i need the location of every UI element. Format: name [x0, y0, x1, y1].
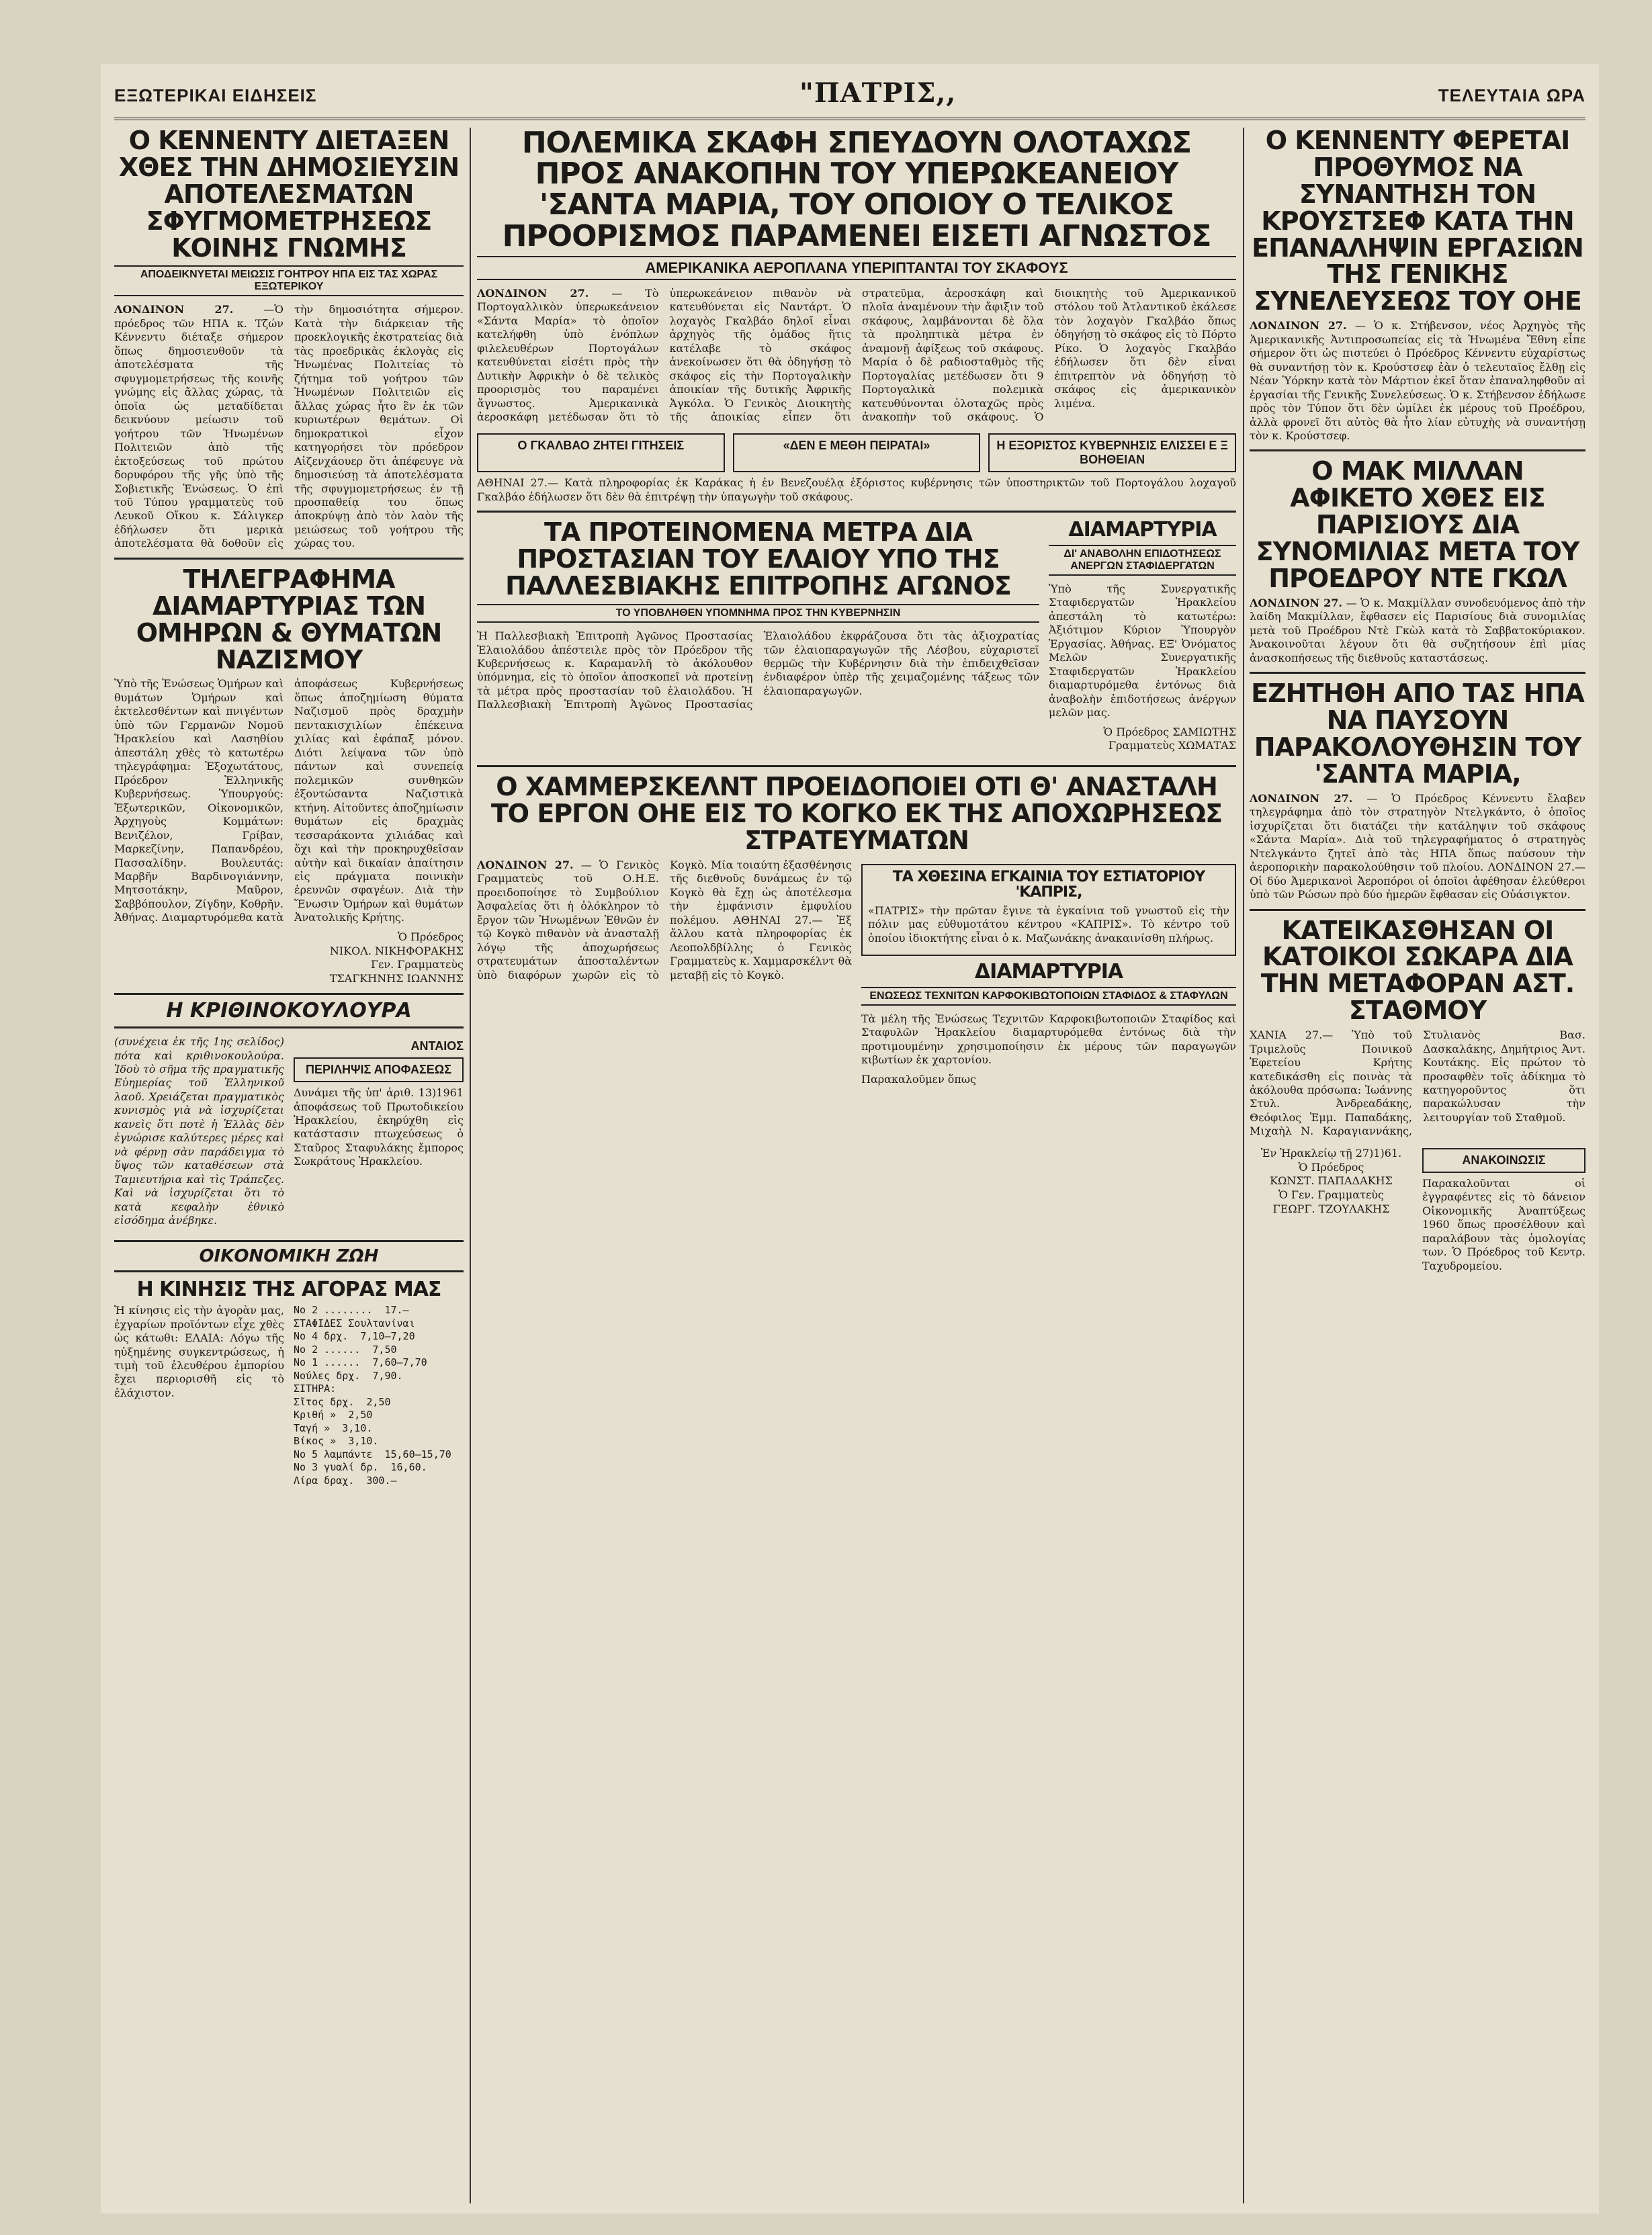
article-perilipsis [294, 1035, 464, 1233]
column-rule [470, 128, 471, 2203]
dateline: ΛΟΝΔΙΝΟΝ 27. [477, 286, 589, 300]
boxed-subhead: «ΔΕΝ Ε ΜΕΘΗ ΠΕΙΡΑΤΑΙ» [733, 433, 981, 472]
price-line: Κριθή » 2,50 [294, 1409, 373, 1421]
article-body [477, 859, 852, 1086]
article-text: Δυνάμει τῆς ὑπ' ἀριθ. 13)1961 ἀποφάσεως τοῦ Πρωτοδικείου Ἡρακλείου, ἐκηρύχθη εἰς κατάστασιν πτωχεύσεως ὁ Σταῦρος Σταφυλάκης ἔμπορος Σωκράτους Ἡρακλείου. [294, 1086, 464, 1168]
article-text: Παρακαλοῦμεν ὅπως [861, 1072, 976, 1086]
price-line: Λίρα δραχ. 300.— [294, 1474, 397, 1487]
headline: ΑΝΑΚΟΙΝΩΣΙΣ [1422, 1148, 1585, 1173]
headline: Η ΚΙΝΗΣΙΣ ΤΗΣ ΑΓΟΡΑΣ ΜΑΣ [136, 1277, 441, 1301]
dateline: ΛΟΝΔΙΝΟΝ 27. [1250, 319, 1347, 333]
article-text: — Ὁ κ. Μακμίλλαν συνοδευόμενος ἀπὸ τὴν λαίδη Μακμίλλαν, ἔφθασεν εἰς Παρισίους διὰ συνομιλίας μετὰ τοῦ Προέδρου Ντὲ Γκὼλ κατὰ τὸ Σαββατοκύριακον. Ἀνακοινοῦται λέγουν ὅτι θὰ συζητήσουν ἐπὶ μίας ἀνασκοπήσεως τῆς διεθνοῦς καταστάσεως. [1250, 596, 1585, 664]
price-line: Ταγή » 3,10. [294, 1421, 373, 1434]
article-text: Τὰ μέλη τῆς Ἑνώσεως Τεχνιτῶν Καρφοκιβωτοποιῶν Σταφίδος καὶ Σταφυλῶν Ἡρακλείου διαμαρτυρόμεθα ἐντόνως διὰ τὴν προτιμουμένην χρησιμοποίησιν ἐκ μέρους τῶν παραγωγῶν κιβωτίων ἐκ χαρτονίου. [861, 1012, 1236, 1067]
masthead [114, 77, 1585, 120]
article-text: ΧΑΝΙΑ 27.— Ὑπὸ τοῦ Τριμελοῦς Ποινικοῦ Ἐφετείου Κρήτης κατεδικάσθη εἰς ποινὰς τὰ ἀκόλουθα πρόσωπα: Ἰωάννης Στυλ. Ἀνδρεαδάκης, Θεόφιλος Ἐμμ. Παπαδάκης, Μιχαὴλ Ν. Καραγιαννάκης, Στυλιανὸς Βασ. Δασκαλάκης, Δημήτριος Ἀντ. Κουτάκης. Εἰς πρώτον τὸ προσαφθὲν τοῖς ἀδίκημα τὸ κατηγοροῦντος ὅτι παρακώλυσαν τὴν λειτουργίαν τοῦ Σταθμοῦ. [1250, 1028, 1585, 1138]
article-text: ΑΘΗΝΑΙ 27.— Κατὰ πληροφορίας ἐκ Καράκας ἡ ἐν Βενεζουέλᾳ ἐξόριστος κυβέρνησις τῶν ὑποστηρικτῶν τοῦ Πορτογάλου λοχαγοῦ Γκαλβάο ἐδήλωσεν ὅτι δὲν θὰ ἐπιτρέψῃ τὴν ὑπαγωγὴν τοῦ σκάφους. [477, 476, 1236, 503]
article-text: — Τὸ Πορτογαλλικὸν ὑπερωκεάνειον «Σάντα Μαρία» τὸ ὁποῖον κατελήφθη ὑπὸ ἐνόπλων φιλελευθέρων Πορτογάλων κατευθύνεται εἰσέτι πρὸς τὴν Δυτικὴν Ἀφρικὴν ὁ δὲ τελικὸς προορισμὸς του παραμένει ἄγνωστος. Ἀμερικανικὰ ἀεροσκάφη μετέδωσαν ὅτι τὸ ὑπερωκεάνειον πιθανὸν νὰ κατευθύνεται εἰς Ναντάρτ. Ὁ λοχαγὸς Γκαλβάο δηλοῖ εἶναι ἀρχηγὸς τῆς ὁμάδος ἥτις κατέλαβε τὸ σκάφος ἀνεκοίνωσεν ὅτι θὰ ὁδηγήσῃ τὸ σκάφος εἰς τὴν Πορτογαλικὴν ἀποικίαν τῆς δυτικῆς Ἀφρικῆς Ἀγκόλα. Ὁ Γενικὸς Διοικητὴς τῆς ἀποικίας εἶπεν ὅτι στρατεῦμα, ἀεροσκάφη καὶ πλοῖα ἀναμένουν τὴν ἄφιξιν τοῦ σκάφους, λαμβάνονται δὲ ὅλα τὰ προληπτικὰ μέτρα ἐν ἀναμονῇ ἀφίξεως τοῦ σκάφους. Μαρία ὁ δὲ ραδιοσταθμὸς τῆς Πορτογαλίας μετέδωσεν ὅτι 9 Πορτογαλικὰ πολεμικὰ κατευθύνονται ὁλοταχῶς πρὸς ἀνακοπὴν τοῦ σκάφους. Ὁ διοικητὴς τοῦ Ἀμερικανικοῦ στόλου τοῦ Ἀτλαντικοῦ ἐκάλεσε τὸν λοχαγὸν Γκαλβάο ὅπως ὁδηγήσῃ τὸ σκάφος εἰς τὸ Πόρτο Ρίκο. Ὁ λοχαγὸς Γκαλβάο ἐδήλωσεν ὅτι δὲν εἶναι ἐπιτρεπτὸν νὰ ὁδηγήσῃ τὸ σκάφος εἰς ἀμερικανικὸν λιμένα. [477, 286, 1236, 423]
market-section [114, 1304, 464, 1487]
article-text: — Ὁ Πρόεδρος Κέννεντυ ἔλαβεν τηλεγράφημα ἀπὸ τὸν στρατηγὸν Ντελγκάντο, ὁ ὁποῖος ἰσχυρίζεται ὅτι διατάζει τὴν κατάληψιν τοῦ σκάφους «Σάντα Μαρία». Διὰ τοῦ τηλεγραφήματος ὁ στρατηγὸς Ντελγκάντο ζητεῖ ἀπὸ τὰς ΗΠΑ ὅπως παύσουν τὴν ἀεροπορικὴν παρακολούθησιν τοῦ πλοίου. ΛΟΝΔΙΝΟΝ 27.— Οἱ δύο Ἀμερικανοὶ Ἀεροπόροι οἱ ὁποῖοι ἀφέθησαν ἐλεύθεροι ὑπὸ τῶν Ρώσων πρὸ δύο ἡμερῶν ἔφθασαν εἰς Οὐάσιγκτον. [1250, 791, 1585, 902]
newspaper-title: "ΠΑΤΡΙΣ,, [799, 77, 957, 109]
bottom-row [1250, 1144, 1585, 1278]
left-column [114, 128, 464, 1487]
signature: Ὁ Πρόεδρος ΝΙΚΟΛ. ΝΙΚΗΦΟΡΑΚΗΣ Γεν. Γραμματεὺς ΤΣΑΓΚΗΝΗΣ ΙΩΑΝΝΗΣ [329, 930, 464, 985]
headline: ΤΑ ΠΡΟΤΕΙΝΟΜΕΝΑ ΜΕΤΡΑ ΔΙΑ ΠΡΟΣΤΑΣΙΑΝ ΤΟΥ ΕΛΑΙΟΥ ΥΠΟ ΤΗΣ ΠΑΛΛΕΣΒΙΑΚΗΣ ΕΠΙΤΡΟΠΗΣ ΑΓΩΝΟΣ [505, 517, 1011, 601]
article-body [1250, 792, 1585, 902]
divider [1250, 909, 1585, 911]
headline: Ο ΚΕΝΝΕΝΤΥ ΦΕΡΕΤΑΙ ΠΡΟΘΥΜΟΣ ΝΑ ΣΥΝΑΝΤΗΣΗ ΤΟΝ ΚΡΟΥΣΤΣΕΦ ΚΑΤΑ ΤΗΝ ΕΠΑΝΑΛΗΨΙΝ ΕΡΓΑΣΙΩΝ ΤΗΣ ΓΕΝΙΚΗΣ ΣΥΝΕΛΕΥΣΕΩΣ ΤΟΥ ΟΗΕ [1252, 128, 1583, 316]
price-line: No 3 γυαλί δρ. 16,60. [294, 1461, 427, 1474]
article-khrushchev [1250, 128, 1585, 443]
author: ΑΝΤΑΙΟΣ [410, 1039, 464, 1053]
divider [477, 765, 1236, 767]
signature: Ὁ Πρόεδρος ΣΑΜΙΩΤΗΣ Γραμματεὺς ΧΩΜΑΤΑΣ [1103, 725, 1236, 752]
article-notices [1422, 1144, 1585, 1278]
subheadline: ΕΝΩΣΕΩΣ ΤΕΧΝΙΤΩΝ ΚΑΡΦΟΚΙΒΩΤΟΠΟΙΩΝ ΣΤΑΦΙΔΟΣ & ΣΤΑΦΥΛΩΝ [861, 987, 1236, 1006]
article-kennedy-poll [114, 128, 464, 551]
divider [477, 511, 1236, 513]
divider [1250, 449, 1585, 451]
boxed-subhead: Η ΕΞΟΡΙΣΤΟΣ ΚΥΒΕΡΝΗΣΙΣ ΕΛΙΣΣΕΙ Ε Ξ ΒΟΗΘΕΙΑΝ [988, 433, 1236, 472]
article-text: Παρακαλοῦνται οἱ ἐγγραφέντες εἰς τὸ δάνειον Οἰκονομικῆς Ἀναπτύξεως 1960 ὅπως προσέλθουν καὶ παραλάβουν τὰς ὁμολογίας των. Ὁ Πρόεδρος τοῦ Κεντρ. Ταχυδρομείου. [1422, 1176, 1585, 1272]
article-text: Ὑπὸ τῆς Συνεργατικῆς Σταφιδεργατῶν Ἡρακλείου ἀπεστάλη τὸ κατωτέρω: Ἀξιότιμον Κύριον Ὑπουργὸν Ἐργασίας. Ἀθήνας. ΕΞ' Ὀνόματος Μελῶν Συνεργατικῆς Σταφιδεργατῶν Ἡρακλείου διαμαρτυρόμεθα ἐντόνως διὰ ἀναβολὴν ἐπιδοτήσεως ἀνέργων μελῶν μας. [1049, 582, 1236, 719]
market-prices [294, 1304, 464, 1487]
article-text: (συνέχεια ἐκ τῆς 1ης σελίδος) πότα καὶ κριθινοκουλούρα. Ἰδοὺ τὸ σῆμα τῆς πραγματικῆς Εὐημερίας τοῦ Ἑλληνικοῦ λαοῦ. Χρειάζεται πραγματικὸς κυνισμὸς γιὰ νὰ ἰσχυρίζεται κανεὶς ὅτι ποτὲ ἡ Ἑλλὰς δὲν ἐγνώρισε καλύτερες μέρες καὶ νὰ φέρνῃ σὰν παράδειγμα τὸ ὕψος τῶν καταθέσεων στὰ Ταμιευτήρια καὶ τὶς Τράπεζες. Καὶ νὰ ἰσχυρίζεται ὅτι τὸ κατὰ κεφαλὴν ἐθνικὸ εἰσόδημα ἀνέβηκε. [114, 1035, 284, 1227]
article-body [477, 287, 1236, 425]
article-craftsmen [861, 961, 1236, 1086]
article-kapris [861, 864, 1236, 957]
price-line: No 1 ...... 7,60—7,70 [294, 1356, 427, 1369]
divider [114, 558, 464, 560]
subheadline: ΑΠΟΔΕΙΚΝΥΕΤΑΙ ΜΕΙΩΣΙΣ ΓΟΗΤΡΟΥ ΗΠΑ ΕΙΣ ΤΑΣ ΧΩΡΑΣ ΕΞΩΤΕΡΙΚΟΥ [114, 265, 464, 296]
headline: ΔΙΑΜΑΡΤΥΡΙΑ [974, 960, 1123, 984]
right-column [1250, 128, 1585, 1278]
article-text: Ὑπὸ τῆς Ἑνώσεως Ὁμήρων καὶ θυμάτων Ὁμήρων καὶ ἐκτελεσθέντων καὶ πνιγέντων ὑπὸ τῶν Γερμανῶν Νομοῦ Ἡρακλείου καὶ Λασηθίου ἀπεστάλη χθὲς τὸ κατωτέρω τηλεγράφημα: Ἐξοχωτάτους, Πρόεδρον Ἑλληνικῆς Κυβερνήσεως. Ὑπουργούς: Ἐξωτερικῶν, Οἰκονομικῶν, Ἀρχηγοὺς Κομμάτων: Βενιζέλον, Γρίβαν, Μαρκεζίνην, Παπανδρέου, Πασσαλίδην. Βουλευτάς: Μαρβῆν Βαρδινογιάννην, Μητσοτάκην, Μαῦρον, Σαββόπουλον, Ζίγδην, Κοθρῆν. Ἀθήνας. Διαμαρτυρόμεθα κατὰ ἀποφάσεως Κυβερνήσεως ὅπως ἀποζημίωση θύματα Ναζισμοῦ πρὸς δραχμὴν πεντακισχιλίων ἐπέκεινα χιλίας καὶ ἐφάπαξ μόνον. Διότι λείψανα τῶν ὑπὸ πάντων καὶ συνεπείᾳ πολεμικῶν συνθηκῶν ἐξοντώσαντα Ναζιστικὰ κτήνη. Αἰτοῦντες ἀποζημίωσιν θυμάτων εἰς δραχμὰς τεσσαράκοντα χιλιάδας καὶ ὅχι καὶ τὴν προκηρυχθεῖσαν αὐτὴν καὶ δικαίαν ἀπαίτησιν εἰς πράγματα ποινικὴν ἐρευνῶν σφαγέων. Διὰ τὴν Ἕνωσιν Ὁμήρων καὶ θυμάτων Ἀνατολικῆς Κρήτης. [114, 677, 464, 924]
headline: Ο ΜΑΚ ΜΙΛΛΑΝ ΑΦΙΚΕΤΟ ΧΘΕΣ ΕΙΣ ΠΑΡΙΣΙΟΥΣ ΔΙΑ ΣΥΝΟΜΙΛΙΑΣ ΜΕΤΑ ΤΟΥ ΠΡΟΕΔΡΟΥ ΝΤΕ ΓΚΩΛ [1256, 456, 1579, 594]
newspaper-page [101, 64, 1599, 2214]
divider [1250, 672, 1585, 674]
two-article-row [114, 1035, 464, 1233]
article-text: Ἡ κίνησις εἰς τὴν ἀγορὰν μας, ἐχγαρίων προϊόντων εἶχε χθὲς ὡς κάτωθι: ΕΛΑΙΑ: Λόγω τῆς ηὐξημένης συγκεντρώσεως, ἡ τιμὴ τοῦ ἐλευθέρου ἐμπορίου ἔχει περιορισθῆ εἰς τὸ ἐλάχιστον. [114, 1304, 284, 1399]
column-rule [1243, 128, 1244, 2203]
section-banner: Η ΚΡΙΘΙΝΟΚΟΥΛΟΥΡΑ [114, 993, 464, 1028]
headline: ΠΟΛΕΜΙΚΑ ΣΚΑΦΗ ΣΠΕΥΔΟΥΝ ΟΛΟΤΑΧΩΣ ΠΡΟΣ ΑΝΑΚΟΠΗΝ ΤΟΥ ΥΠΕΡΩΚΕΑΝΕΙΟΥ 'ΣΑΝΤΑ ΜΑΡΙΑ, ΤΟΥ ΟΠΟΙΟΥ Ο ΤΕΛΙΚΟΣ ΠΡΟΟΡΙΣΜΟΣ ΠΑΡΑΜΕΝΕΙ ΕΙΣΕΤΙ ΑΓΝΩΣΤΟΣ [502, 128, 1211, 253]
headline: ΠΕΡΙΛΗΨΙΣ ΑΠΟΦΑΣΕΩΣ [294, 1057, 464, 1082]
article-sokara [1250, 915, 1585, 1139]
dateline: ΛΟΝΔΙΝΟΝ 27. [1250, 791, 1353, 805]
article-macmillan [1250, 458, 1585, 665]
article-telegram [114, 566, 464, 986]
side-articles [861, 859, 1236, 1092]
box-row [477, 429, 1236, 476]
subheadline: ΔΙ' ΑΝΑΒΟΛΗΝ ΕΠΙΔΟΤΗΣΕΩΣ ΑΝΕΡΓΩΝ ΣΤΑΦΙΔΕΡΓΑΤΩΝ [1049, 545, 1236, 576]
article-body [114, 303, 464, 550]
subheadline: ΑΜΕΡΙΚΑΝΙΚΑ ΑΕΡΟΠΛΑΝΑ ΥΠΕΡΙΠΤΑΝΤΑΙ ΤΟΥ ΣΚΑΦΟΥΣ [477, 256, 1236, 280]
article-text: — Ὁ κ. Στήβενσον, νέος Ἀρχηγὸς τῆς Ἀμερικανικῆς Ἀντιπροσωπείας εἰς τὰ Ἡνωμένα Ἔθνη εἶπε σήμερον ὅτι ὡς πιστεύει ὁ Πρόεδρος Κέννεντυ εὐχαρίστως θὰ συναντήσῃ τὸν κ. Κρούστσεφ ἐὰν ὁ τελευταῖος ἔλθῃ εἰς Νέαν Ὑόρκην κατὰ τὸν Μάρτιον ἐκεῖ ὅταν ἐπαναληφθοῦν αἱ ἐργασίαι τῆς Γενικῆς Συνελεύσεως. Ὁ κ. Στήβενσον ἐδήλωσε πρὸς τὸν Τύπον ὅτι δὲν ὡμίλει ἐκ μέρους τοῦ Προέδρου, ἀλλὰ φρονεῖ ὅτι αὐτὸς θὰ ἦτο λίαν εὐτυχὴς νὰ συναντήσῃ τὸν κ. Κρούστσεφ. [1250, 319, 1585, 442]
subheadline: ΤΟ ΥΠΟΒΛΗΘΕΝ ΥΠΟΜΝΗΜΑ ΠΡΟΣ ΤΗΝ ΚΥΒΕΡΝΗΣΙΝ [477, 604, 1039, 623]
article-text: —Ὁ πρόεδρος τῶν ΗΠΑ κ. Τζών Κέννεντυ διέταξε σήμερον ὅπως δημοσιευθοῦν τὰ ἀποτελέσματα τῆς σφυγμομετρήσεως τῆς κοινῆς γνώμης εἰς ἄλλας χώρας, τὰ ὁποῖα ὡς μεταδίδεται δεικνύουν μείωσιν τοῦ γοήτρου τῶν Ἡνωμένων Πολιτειῶν ἀπὸ τῆς ἐκτοξεύσεως τοῦ πρώτου δορυφόρου τῆς γῆς ὑπὸ τῆς Σοβιετικῆς Ἑνώσεως. Ὁ ἐπὶ τοῦ Τύπου γραμματεὺς τοῦ Λευκοῦ Οἴκου κ. Σάλιγκερ ἐδήλωσεν ὅτι μερικὰ ἀποτελέσματα θὰ δοθοῦν εἰς τὴν δημοσιότητα σήμερον. Κατὰ τὴν διάρκειαν τῆς προεκλογικῆς ἐκστρατείας διὰ τὰς προεδρικὰς ἐκλογὰς εἰς Ἡνωμένας Πολιτείας τὸ ζήτημα τοῦ γοήτρου τῶν Ἡνωμένων Πολιτειῶν εἰς ἄλλας χώρας ἦτο ἓν ἐκ τῶν κυριωτέρων θεμάτων. Οἱ δημοκρατικοὶ εἶχον κατηγορήσει τὸν πρόεδρον Αἰζενχάουερ ὅτι ἀπέφευγε νὰ δημοσιεύσῃ τὰ ἀποτελέσματα τῆς σφυγμομετρήσεως ἐν τῇ προσπαθείᾳ του ὅπως ἀποκρύψῃ ἀπὸ τὸν λαὸν τῆς μειώσεως τοῦ γοήτρου τῆς χώρας του. [114, 303, 464, 550]
olive-row [477, 519, 1236, 758]
article-protest [1049, 519, 1236, 758]
article-text: — Ὁ Γενικὸς Γραμματεὺς τοῦ Ο.Η.Ε. προειδοποίησε τὸ Συμβούλιον Ἀσφαλείας ὅτι ἡ ὀλόκληρον τὸ ἔργον τῶν Ἡνωμένων Ἐθνῶν ἐν τῷ Κογκὸ πιθανὸν νὰ ἀνασταλῇ λόγῳ τῆς ἀποχωρήσεως στρατευμάτων ἀποσταλέντων ὑπὸ διαφόρων χωρῶν εἰς τὸ Κογκὸ. Μία τοιαύτη ἐξασθένησις τῆς διεθνοῦς δυνάμεως ἐν τῷ Κογκὸ θὰ ἔχῃ ὡς ἀποτέλεσμα τὴν ἐμφάνισιν ἐμφυλίου πολέμου. ΑΘΗΝΑΙ 27.— Ἐξ ἄλλου κατὰ πληροφορίας ἐκ Λεοπολδβίλλης ὁ Γενικὸς Γραμματεὺς κ. Χαμμαρσκέλντ θὰ μεταβῇ εἰς τὸ Κογκὸ. [477, 858, 852, 981]
signature: Ἐν Ἡρακλείῳ τῇ 27)1)61. Ὁ Πρόεδρος ΚΩΝΣΤ. ΠΑΠΑΔΑΚΗΣ Ὁ Γεν. Γραμματεὺς ΓΕΩΡΓ. ΤΖΟΥΛΑΚΗΣ [1260, 1146, 1402, 1216]
section-banner: ΟΙΚΟΝΟΜΙΚΗ ΖΩΗ [114, 1240, 464, 1272]
boxed-subhead: Ο ΓΚΑΛΒΑΟ ΖΗΤΕΙ ΓΙΤΗΣΕΙΣ [477, 433, 725, 472]
headline: Ο ΧΑΜΜΕΡΣΚΕΛΝΤ ΠΡΟΕΙΔΟΠΟΙΕΙ ΟΤΙ Θ' ΑΝΑΣΤΑΛΗ ΤΟ ΕΡΓΟΝ ΟΗΕ ΕΙΣ ΤΟ ΚΟΓΚΟ ΕΚ ΤΗΣ ΑΠΟΧΩΡΗΣΕΩΣ ΣΤΡΑΤΕΥΜΑΤΩΝ [490, 772, 1223, 855]
headline: ΤΗΛΕΓΡΑΦΗΜΑ ΔΙΑΜΑΡΤΥΡΙΑΣ ΤΩΝ ΟΜΗΡΩΝ & ΘΥΜΑΤΩΝ ΝΑΖΙΣΜΟΥ [136, 564, 442, 674]
article-olive-oil [477, 519, 1039, 758]
dateline: ΛΟΝΔΙΝΟΝ 27. [477, 858, 574, 871]
article-body [1250, 319, 1585, 443]
dateline: ΛΟΝΔΙΝΟΝ 27. [114, 303, 234, 316]
dateline: ΛΟΝΔΙΝΟΝ 27. [1250, 596, 1342, 609]
price-line: No 2 ...... 7,50 [294, 1343, 397, 1356]
price-line: Σῖτος δρχ. 2,50 [294, 1395, 391, 1408]
section-label-left: ΕΞΩΤΕΡΙΚΑΙ ΕΙΔΗΣΕΙΣ [114, 85, 317, 105]
price-line: No 5 λαμπάντε 15,60—15,70 [294, 1448, 451, 1460]
headline: ΔΙΑΜΑΡΤΥΡΙΑ [1068, 518, 1217, 542]
article-text: «ΠΑΤΡΙΣ» τὴν πρῶταν ἔγινε τὰ ἐγκαίνια τοῦ γνωστοῦ εἰς τὴν πόλιν μας εὐθυμοτάτου κέντρου «ΚΑΠΡΙΣ». Τὸ κέντρο τοῦ ὁποίου ἰδιοκτήτης εἶναι ὁ κ. Μαζωνάκης ἀνακαινίσθη πλήρως. [868, 904, 1229, 945]
headline: ΕΖΗΤΗΘΗ ΑΠΟ ΤΑΣ ΗΠΑ ΝΑ ΠΑΥΣΟΥΝ ΠΑΡΑΚΟΛΟΥΘΗΣΙΝ ΤΟΥ 'ΣΑΝΤΑ ΜΑΡΙΑ, [1251, 678, 1584, 789]
price-line: Νούλες δρχ. 7,90. [294, 1369, 403, 1382]
hammarskjold-row [477, 859, 1236, 1092]
article-body [1250, 597, 1585, 665]
center-column [477, 128, 1236, 1092]
price-line: Βίκος » 3,10. [294, 1435, 379, 1448]
headline: ΤΑ ΧΘΕΣΙΝΑ ΕΓΚΑΙΝΙΑ ΤΟΥ ΕΣΤΙΑΤΟΡΙΟΥ 'ΚΑΠΡΙΣ, [892, 868, 1205, 901]
price-line: No 2 ........ 17.— [294, 1304, 409, 1317]
article-text: Ἡ Παλλεσβιακὴ Ἐπιτροπὴ Ἀγῶνος Προστασίας Ἐλαιολάδου ἀπέστειλε πρὸς τὸν Πρόεδρον τῆς Κυβερνήσεως κ. Καραμανλῆ τὸ ἀκόλουθον ὑπόμνημα, εἰς τὸ ὁποῖον ἀποσκοπεῖ νὰ προτείνῃ τὰ μέτρα πρὸς προστασίαν τοῦ ἐλαιολάδου. Ἡ Παλλεσβιακὴ Ἐπιτροπὴ Ἀγῶνος Προστασίας Ἐλαιολάδου ἐκφράζουσα ὅτι τὰς ἀξιοχρατίας τῶν ἐλαιοπαραγωγῶν τῆς Λέσβου, εὐχαριστεῖ θερμῶς τὴν Κυβέρνησιν διὰ τὴν ἐπιδειχθεῖσαν ἐνδιαφέρον ὑπὲρ τῆς χειμαζομένης τάξεως τῶν ἐλαιοπαραγωγῶν. [477, 629, 1039, 711]
article-santa-maria [477, 128, 1236, 504]
article-usa-santa-maria [1250, 678, 1585, 902]
section-label-right: ΤΕΛΕΥΤΑΙΑ ΩΡΑ [1438, 85, 1585, 105]
headline: Ο ΚΕΝΝΕΝΤΥ ΔΙΕΤΑΞΕΝ ΧΘΕΣ ΤΗΝ ΔΗΜΟΣΙΕΥΣΙΝ ΑΠΟΤΕΛΕΣΜΑΤΩΝ ΣΦΥΓΜΟΜΕΤΡΗΣΕΩΣ ΚΟΙΝΗΣ ΓΝΩΜΗΣ [118, 128, 460, 263]
price-line: ΣΙΤΗΡΑ: [294, 1383, 337, 1395]
headline: ΚΑΤΕΙΚΑΣΘΗΣΑΝ ΟΙ ΚΑΤΟΙΚΟΙ ΣΩΚΑΡΑ ΔΙΑ ΤΗΝ ΜΕΤΑΦΟΡΑΝ ΑΣΤ. ΣΤΑΘΜΟΥ [1260, 915, 1575, 1026]
article-hammarskjold [477, 774, 1236, 1092]
price-line: No 4 δρχ. 7,10—7,20 [294, 1330, 415, 1343]
price-line: ΣΤΑΦΙΔΕΣ Σουλτανίναι [294, 1317, 415, 1329]
